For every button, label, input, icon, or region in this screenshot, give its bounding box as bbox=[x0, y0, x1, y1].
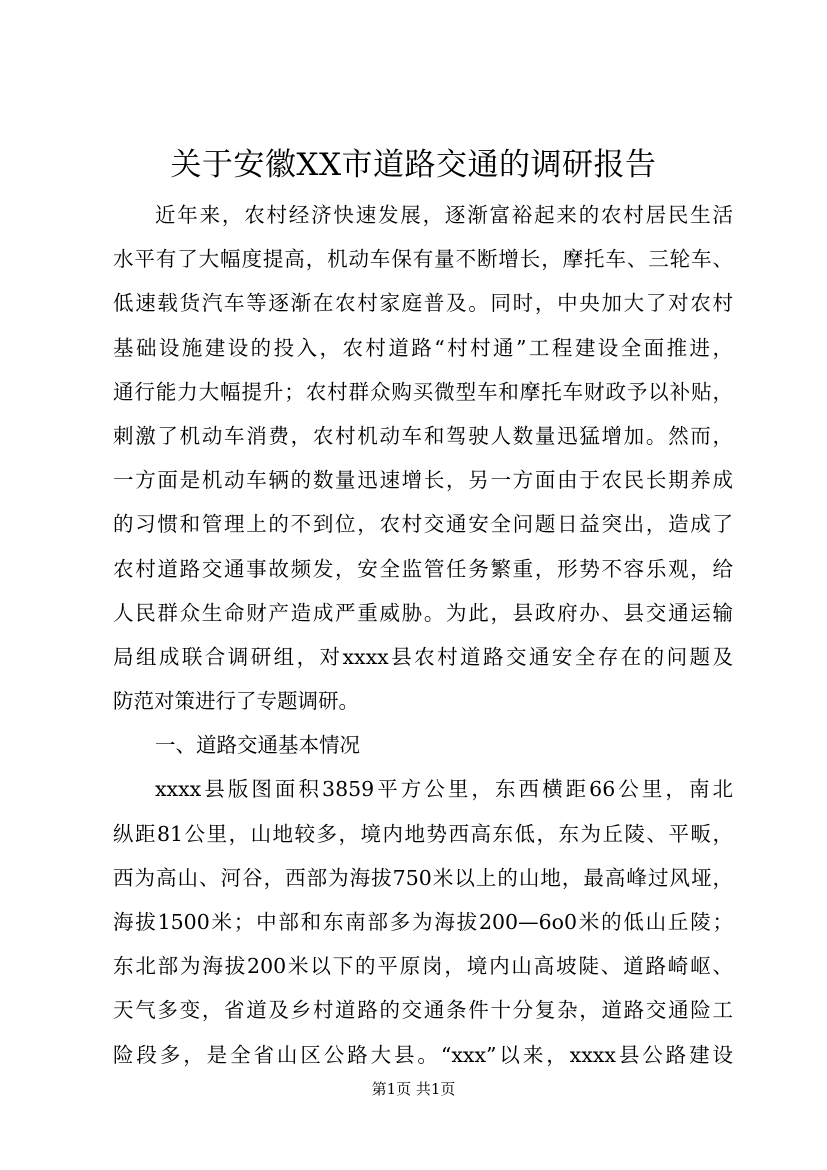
paragraph-line: 人民群众生命财产造成严重威胁。为此，县政府办、县交通运输 bbox=[113, 600, 733, 625]
paragraph-line: 近年来，农村经济快速发展，逐渐富裕起来的农村居民生活 bbox=[155, 203, 733, 227]
paragraph-line: 险段多，是全省山区公路大县。“xxx”以来，xxxx县公路建设 bbox=[113, 1042, 733, 1067]
paragraph-line: 防范对策进行了专题调研。 bbox=[113, 689, 359, 714]
paragraph-line: 东北部为海拔200米以下的平原岗，境内山高坡陡、道路崎岖、 bbox=[113, 954, 733, 979]
paragraph-line: 局组成联合调研组，对xxxx县农村道路交通安全存在的问题及 bbox=[113, 644, 733, 669]
paragraph-line: 水平有了大幅度提高，机动车保有量不断增长，摩托车、三轮车、 bbox=[113, 247, 733, 272]
paragraph-line: 通行能力大幅提升；农村群众购买微型车和摩托车财政予以补贴， bbox=[113, 379, 733, 404]
paragraph-line: 纵距81公里，山地较多，境内地势西高东低，东为丘陵、平畈， bbox=[113, 821, 733, 846]
paragraph-line: 西为高山、河谷，西部为海拔750米以上的山地，最高峰过风垭， bbox=[113, 865, 733, 890]
paragraph-line: 刺激了机动车消费，农村机动车和驾驶人数量迅猛增加。然而， bbox=[113, 423, 733, 448]
paragraph-line: 一方面是机动车辆的数量迅速增长，另一方面由于农民长期养成 bbox=[113, 468, 733, 493]
document-title: 关于安徽XX市道路交通的调研报告 bbox=[170, 147, 657, 183]
paragraph-line: 的习惯和管理上的不到位，农村交通安全问题日益突出，造成了 bbox=[113, 512, 733, 537]
paragraph-line: 农村道路交通事故频发，安全监管任务繁重，形势不容乐观，给 bbox=[113, 556, 733, 581]
paragraph-line: 海拔1500米；中部和东南部多为海拔200—6o0米的低山丘陵； bbox=[113, 910, 733, 934]
paragraph-line: xxxx县版图面积3859平方公里，东西横距66公里，南北 bbox=[155, 777, 733, 802]
page-footer: 第1页 共1页 bbox=[371, 1080, 456, 1098]
paragraph-line: 低速载货汽车等逐渐在农村家庭普及。同时，中央加大了对农村 bbox=[113, 291, 733, 316]
section-heading: 一、道路交通基本情况 bbox=[155, 733, 360, 758]
paragraph-line: 基础设施建设的投入，农村道路“村村通”工程建设全面推进， bbox=[113, 335, 733, 360]
document-body bbox=[113, 193, 733, 1077]
paragraph-line: 天气多变，省道及乡村道路的交通条件十分复杂，道路交通险工 bbox=[113, 998, 733, 1023]
